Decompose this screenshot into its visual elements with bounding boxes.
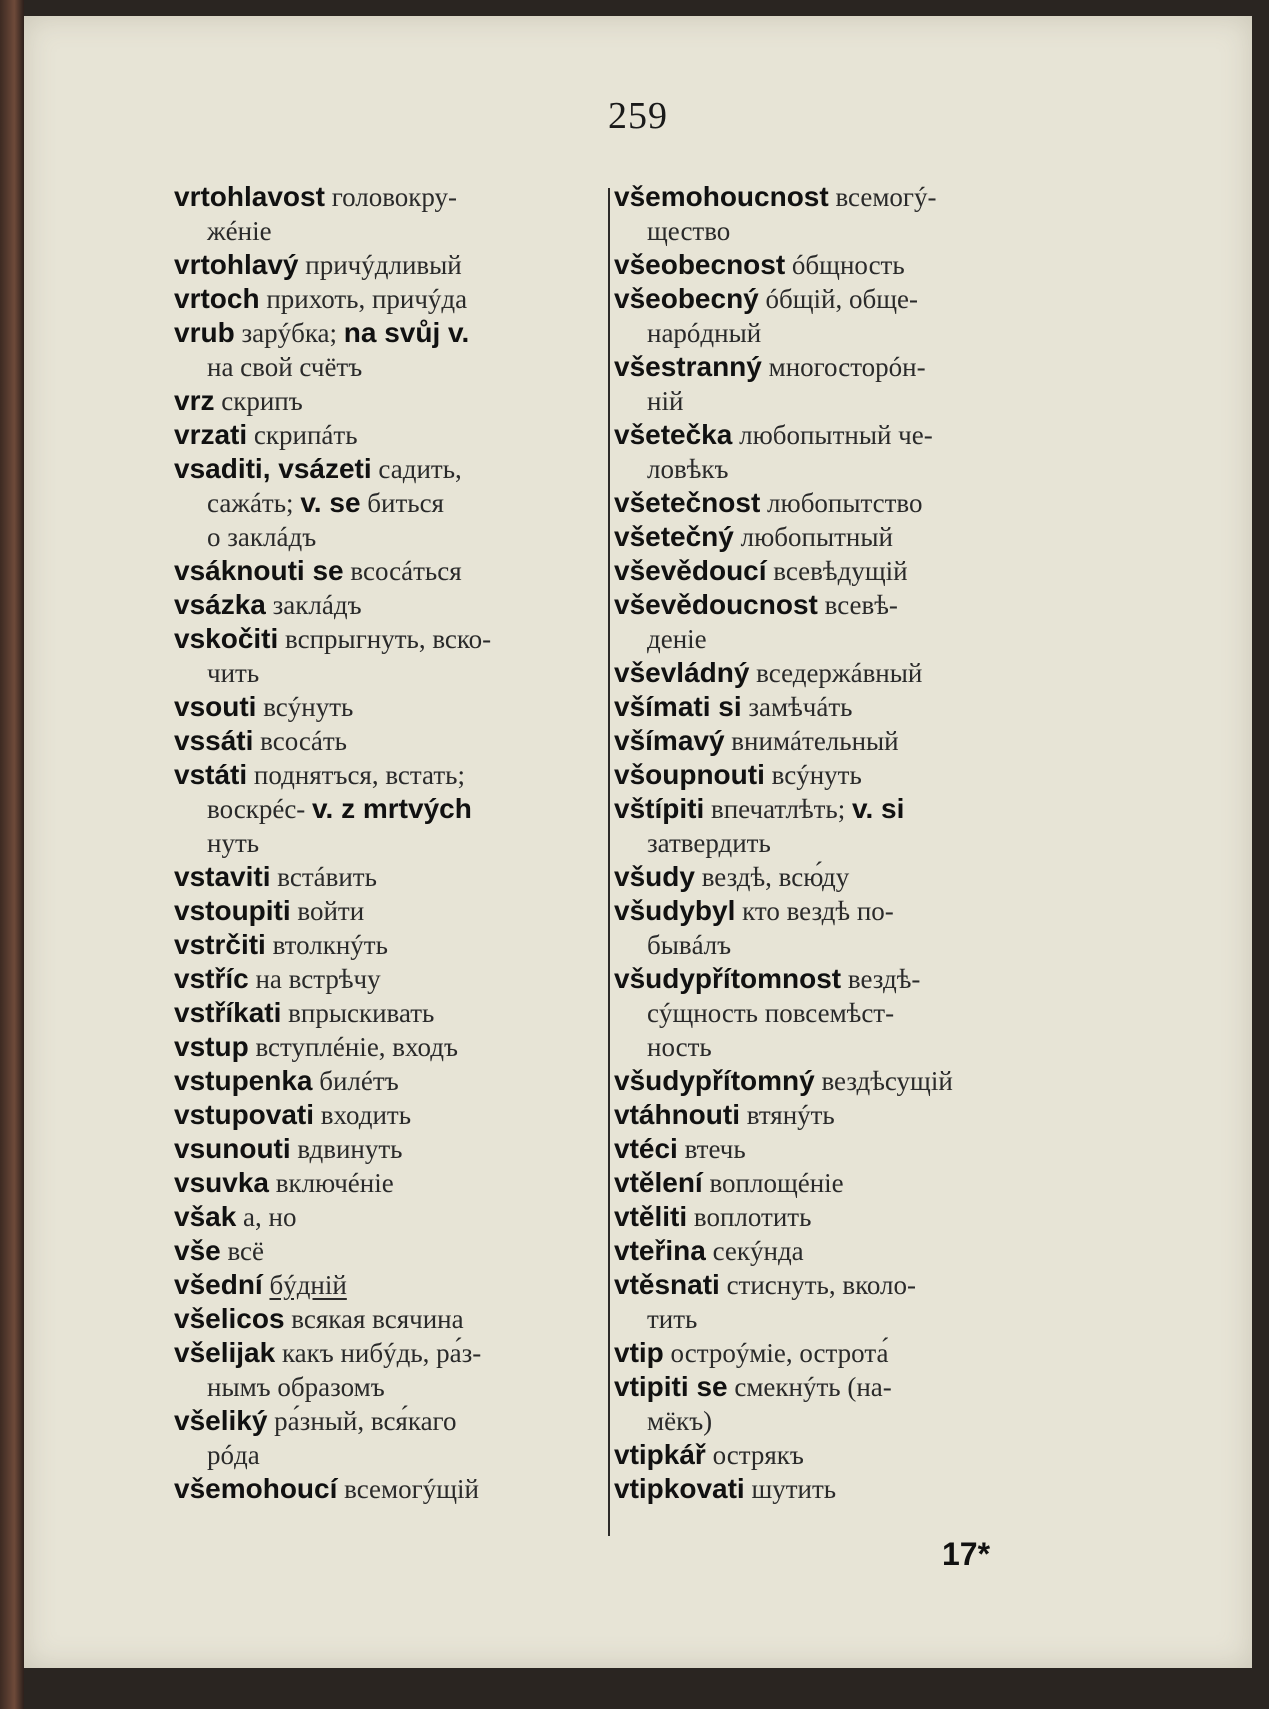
translation: внимáтельный	[731, 726, 899, 756]
translation: деніе	[647, 624, 707, 654]
dictionary-entry	[614, 1336, 1059, 1370]
headword: všudypřítomný	[614, 1065, 815, 1096]
translation: любопытство	[767, 488, 923, 518]
entry-line	[174, 622, 618, 656]
translation: воскрéс-	[207, 794, 306, 824]
translation: вездѣ, всю́ду	[701, 862, 850, 892]
dictionary-entry	[174, 962, 618, 996]
dictionary-entry	[174, 452, 618, 554]
translation: а, но	[243, 1202, 297, 1232]
entry-line	[614, 928, 1059, 962]
dictionary-page	[24, 16, 1252, 1668]
dictionary-entry	[174, 248, 618, 282]
translation: всякая всячина	[291, 1304, 464, 1334]
translation: ній	[647, 386, 684, 416]
translation: рóда	[207, 1440, 260, 1470]
headword: vševědoucnost	[614, 589, 818, 620]
entry-line	[174, 282, 618, 316]
headword: vševědoucí	[614, 555, 767, 586]
translation: втянýть	[746, 1100, 835, 1130]
translation: секýнда	[712, 1236, 804, 1266]
dictionary-entry	[614, 1370, 1059, 1438]
entry-line	[174, 724, 618, 758]
dictionary-entry	[614, 350, 1059, 418]
dictionary-entry	[614, 248, 1059, 282]
dictionary-entry	[614, 1098, 1059, 1132]
headword: všelicos	[174, 1303, 285, 1334]
headword: všelijak	[174, 1337, 276, 1368]
entry-line	[614, 1234, 1059, 1268]
headword: všemohoucí	[174, 1473, 338, 1504]
dictionary-entry	[174, 1098, 618, 1132]
dictionary-entry	[174, 1234, 618, 1268]
dictionary-entry	[174, 724, 618, 758]
translation: ловѣкъ	[647, 454, 729, 484]
dictionary-entry	[174, 894, 618, 928]
headword: vsuvka	[174, 1167, 269, 1198]
translation: сажáть;	[207, 488, 294, 518]
headword: vtipkář	[614, 1439, 706, 1470]
dictionary-entry	[174, 1302, 618, 1336]
dictionary-entry	[614, 486, 1059, 520]
entry-line	[174, 1030, 618, 1064]
translation: всемогýщій	[344, 1474, 479, 1504]
translation: шутить	[751, 1474, 837, 1504]
dictionary-entry	[174, 180, 618, 248]
dictionary-entry	[174, 1166, 618, 1200]
headword: všetečný	[614, 521, 734, 552]
translation: нарóдный	[647, 318, 762, 348]
translation: всё	[227, 1236, 265, 1266]
translation: ра́зный, вся́каго	[274, 1406, 457, 1436]
headword: všemohoucnost	[614, 181, 829, 212]
dictionary-entry	[614, 860, 1059, 894]
headword: vstříc	[174, 963, 249, 994]
headword: vstáti	[174, 759, 248, 790]
dictionary-entry	[614, 1268, 1059, 1336]
headword: vsázka	[174, 589, 266, 620]
headword: vrz	[174, 385, 215, 416]
translation: всосáть	[260, 726, 347, 756]
dictionary-entry	[614, 520, 1059, 554]
headword: vstříkati	[174, 997, 282, 1028]
translation: всýнуть	[263, 692, 354, 722]
headword: vštípiti	[614, 793, 705, 824]
headword: všímati si	[614, 691, 742, 722]
entry-line	[614, 282, 1059, 316]
entry-line	[174, 1200, 618, 1234]
entry-line	[614, 962, 1059, 996]
translation: чить	[207, 658, 260, 688]
left-column	[174, 180, 618, 1506]
translation: заклáдъ	[272, 590, 362, 620]
dictionary-entry	[174, 1472, 618, 1506]
headword: všímavý	[614, 725, 725, 756]
headword: vteřina	[614, 1235, 706, 1266]
headword: vševládný	[614, 657, 750, 688]
translation: на свой счётъ	[207, 352, 363, 382]
dictionary-entry	[614, 758, 1059, 792]
headword: vrtohlavost	[174, 181, 325, 212]
translation: óбщность	[791, 250, 905, 280]
entry-line	[174, 248, 618, 282]
entry-line	[174, 1302, 618, 1336]
entry-line	[614, 792, 1059, 826]
headword: vrtoch	[174, 283, 260, 314]
dictionary-entry	[174, 1268, 618, 1302]
headword: vtěsnati	[614, 1269, 720, 1300]
headword: vtipkovati	[614, 1473, 745, 1504]
translation: острякъ	[712, 1440, 804, 1470]
translation: входить	[320, 1100, 412, 1130]
dictionary-entry	[614, 690, 1059, 724]
headword: všední	[174, 1269, 263, 1300]
translation: затвердить	[647, 828, 771, 858]
dictionary-entry	[174, 1404, 618, 1472]
entry-line	[614, 486, 1059, 520]
dictionary-entry	[174, 690, 618, 724]
entry-line	[174, 180, 618, 214]
dictionary-entry	[614, 962, 1059, 1064]
translation: бывáлъ	[647, 930, 732, 960]
headword: všetečnost	[614, 487, 761, 518]
entry-line	[614, 894, 1059, 928]
headword: vsaditi, vsázeti	[174, 453, 372, 484]
translation: на встрѣчу	[255, 964, 381, 994]
entry-line	[614, 214, 1059, 248]
phrase-translation: биться	[367, 488, 444, 518]
headword: vrtohlavý	[174, 249, 299, 280]
translation: ность	[647, 1032, 712, 1062]
translation: поднятъся, встать;	[253, 760, 465, 790]
entry-line	[614, 1132, 1059, 1166]
dictionary-entry	[174, 996, 618, 1030]
headword: vtáhnouti	[614, 1099, 740, 1130]
entry-line	[614, 588, 1059, 622]
entry-line	[614, 248, 1059, 282]
dictionary-entry	[174, 384, 618, 418]
entry-line	[614, 1268, 1059, 1302]
translation: нымъ образомъ	[207, 1372, 385, 1402]
translation: вездѣ-	[847, 964, 921, 994]
dictionary-entry	[614, 1132, 1059, 1166]
headword: vtéci	[614, 1133, 678, 1164]
entry-line	[174, 962, 618, 996]
translation: скрипъ	[221, 386, 303, 416]
entry-line	[614, 554, 1059, 588]
entry-line	[174, 486, 618, 520]
translation: причýдливый	[305, 250, 462, 280]
headword: vsáknouti se	[174, 555, 344, 586]
dictionary-entry	[614, 1166, 1059, 1200]
entry-line	[174, 1336, 618, 1370]
translation: любопытный	[740, 522, 893, 552]
entry-line	[614, 1064, 1059, 1098]
entry-line	[174, 384, 618, 418]
headword: všetečka	[614, 419, 733, 450]
dictionary-entry	[614, 1472, 1059, 1506]
headword: vstupovati	[174, 1099, 315, 1130]
translation: головокру-	[331, 182, 458, 212]
translation: о заклáдъ	[207, 522, 317, 552]
translation: сýщность повсемѣст-	[647, 998, 895, 1028]
translation: воплощéніе	[709, 1168, 844, 1198]
translation: многосторóн-	[768, 352, 926, 382]
dictionary-entry	[614, 418, 1059, 486]
translation: какъ нибýдь, ра́з-	[281, 1338, 482, 1368]
translation: óбщій, обще-	[765, 284, 918, 314]
dictionary-entry	[174, 1336, 618, 1404]
translation: всосáться	[350, 556, 462, 586]
dictionary-entry	[174, 1132, 618, 1166]
dictionary-entry	[614, 554, 1059, 588]
dictionary-entry	[614, 1200, 1059, 1234]
dictionary-entry	[614, 1438, 1059, 1472]
translation: впечатлѣть;	[710, 794, 846, 824]
entry-line	[174, 656, 618, 690]
dictionary-entry	[614, 1234, 1059, 1268]
dictionary-entry	[174, 758, 618, 860]
translation: зарýбка;	[241, 318, 338, 348]
headword: všeobecný	[614, 283, 759, 314]
entry-line	[174, 1370, 618, 1404]
headword: vstupenka	[174, 1065, 313, 1096]
headword: všudypřítomnost	[614, 963, 842, 994]
headword: všeliký	[174, 1405, 268, 1436]
dictionary-entry	[174, 622, 618, 690]
entry-line	[614, 1472, 1059, 1506]
dictionary-entry	[614, 792, 1059, 860]
entry-line	[174, 1098, 618, 1132]
phrase-headword: v. si	[851, 793, 905, 824]
headword: všeobecnost	[614, 249, 786, 280]
translation: вдвинуть	[297, 1134, 403, 1164]
entry-line	[174, 1404, 618, 1438]
entry-line	[614, 520, 1059, 554]
entry-line	[174, 1064, 618, 1098]
translation: билéтъ	[319, 1066, 399, 1096]
dictionary-entry	[614, 282, 1059, 350]
entry-line	[174, 1132, 618, 1166]
translation: встáвить	[277, 862, 377, 892]
entry-line	[614, 622, 1059, 656]
translation: втечь	[684, 1134, 746, 1164]
phrase-headword: na svůj v.	[343, 317, 470, 348]
dictionary-entry	[614, 894, 1059, 962]
translation: всевѣдущій	[773, 556, 908, 586]
dictionary-entry	[174, 282, 618, 316]
dictionary-entry	[174, 316, 618, 384]
entry-line	[174, 894, 618, 928]
phrase-headword: v. z mrtvých	[312, 793, 472, 824]
headword: vstrčiti	[174, 929, 266, 960]
headword: vstup	[174, 1031, 249, 1062]
entry-line	[174, 758, 618, 792]
entry-line	[174, 1166, 618, 1200]
translation: любопытный че-	[739, 420, 933, 450]
translation: вездѣсущій	[821, 1066, 953, 1096]
entry-line	[174, 350, 618, 384]
entry-line	[614, 724, 1059, 758]
entry-line	[614, 1098, 1059, 1132]
translation: втолкнýть	[272, 930, 388, 960]
translation: вседержáвный	[756, 658, 923, 688]
page-number: 259	[608, 95, 668, 137]
dictionary-entry	[174, 928, 618, 962]
headword: všudybyl	[614, 895, 736, 926]
entry-line	[614, 1336, 1059, 1370]
dictionary-entry	[174, 588, 618, 622]
entry-line	[614, 690, 1059, 724]
entry-line	[174, 1438, 618, 1472]
entry-line	[614, 316, 1059, 350]
entry-line	[174, 214, 618, 248]
headword: vssáti	[174, 725, 254, 756]
phrase-headword: v. se	[300, 487, 361, 518]
entry-line	[174, 1268, 618, 1302]
translation: включéніе	[275, 1168, 394, 1198]
translation: щество	[647, 216, 731, 246]
headword: vše	[174, 1235, 221, 1266]
headword: všudy	[614, 861, 695, 892]
translation: воплотить	[693, 1202, 812, 1232]
entry-line	[614, 180, 1059, 214]
entry-line	[174, 996, 618, 1030]
translation: всýнуть	[771, 760, 862, 790]
translation: жéніе	[207, 216, 272, 246]
entry-line	[174, 520, 618, 554]
translation: скрипáть	[253, 420, 358, 450]
dictionary-entry	[614, 180, 1059, 248]
entry-line	[614, 758, 1059, 792]
dictionary-entry	[174, 418, 618, 452]
translation: кто вездѣ по-	[742, 896, 894, 926]
entry-line	[614, 826, 1059, 860]
translation: всемогý-	[835, 182, 937, 212]
translation: впрыскивать	[288, 998, 435, 1028]
entry-line	[614, 350, 1059, 384]
entry-line	[614, 996, 1059, 1030]
dictionary-entry	[614, 588, 1059, 656]
headword: vstaviti	[174, 861, 271, 892]
entry-line	[614, 418, 1059, 452]
headword: vsunouti	[174, 1133, 291, 1164]
translation: стиснуть, вколо-	[726, 1270, 916, 1300]
dictionary-entry	[174, 1030, 618, 1064]
dictionary-entry	[174, 1200, 618, 1234]
entry-line	[174, 690, 618, 724]
book-spine-edge	[0, 0, 24, 1709]
entry-line	[614, 656, 1059, 690]
headword: vtipiti se	[614, 1371, 728, 1402]
entry-line	[614, 452, 1059, 486]
entry-line	[614, 1166, 1059, 1200]
entry-line	[614, 1370, 1059, 1404]
dictionary-entry	[174, 554, 618, 588]
translation: бýдній	[269, 1270, 347, 1300]
dictionary-entry	[174, 1064, 618, 1098]
dictionary-entry	[614, 1064, 1059, 1098]
right-column	[614, 180, 1059, 1506]
headword: všoupnouti	[614, 759, 765, 790]
entry-line	[614, 1200, 1059, 1234]
translation: прихоть, причýда	[266, 284, 468, 314]
entry-line	[174, 826, 618, 860]
entry-line	[174, 860, 618, 894]
headword: vsouti	[174, 691, 257, 722]
entry-line	[174, 1234, 618, 1268]
headword: však	[174, 1201, 237, 1232]
translation: мёкъ)	[647, 1406, 713, 1436]
entry-line	[614, 1302, 1059, 1336]
translation: смекнýть (на-	[734, 1372, 892, 1402]
entry-line	[174, 588, 618, 622]
dictionary-entry	[614, 656, 1059, 690]
translation: замѣчáть	[748, 692, 853, 722]
headword: vskočiti	[174, 623, 279, 654]
column-divider	[608, 188, 610, 1536]
translation: войти	[297, 896, 365, 926]
headword: vstoupiti	[174, 895, 291, 926]
translation: вступлéніе, входъ	[255, 1032, 458, 1062]
headword: vtělení	[614, 1167, 703, 1198]
entry-line	[174, 928, 618, 962]
entry-line	[614, 1030, 1059, 1064]
headword: všestranný	[614, 351, 762, 382]
headword: vtěliti	[614, 1201, 688, 1232]
entry-line	[174, 316, 618, 350]
dictionary-entry	[174, 860, 618, 894]
entry-line	[614, 860, 1059, 894]
headword: vrzati	[174, 419, 248, 450]
entry-line	[174, 452, 618, 486]
translation: всевѣ-	[824, 590, 898, 620]
entry-line	[174, 554, 618, 588]
entry-line	[174, 418, 618, 452]
entry-line	[174, 1472, 618, 1506]
entry-line	[174, 792, 618, 826]
signature-mark: 17*	[942, 1536, 991, 1572]
entry-line	[614, 384, 1059, 418]
translation: остроýміе, острота́	[670, 1338, 889, 1368]
entry-line	[614, 1404, 1059, 1438]
entry-line	[614, 1438, 1059, 1472]
translation: тить	[647, 1304, 698, 1334]
headword: vtip	[614, 1337, 664, 1368]
headword: vrub	[174, 317, 235, 348]
dictionary-entry	[614, 724, 1059, 758]
translation: нуть	[207, 828, 260, 858]
translation: садить,	[378, 454, 462, 484]
translation: вспрыгнуть, вско-	[285, 624, 492, 654]
